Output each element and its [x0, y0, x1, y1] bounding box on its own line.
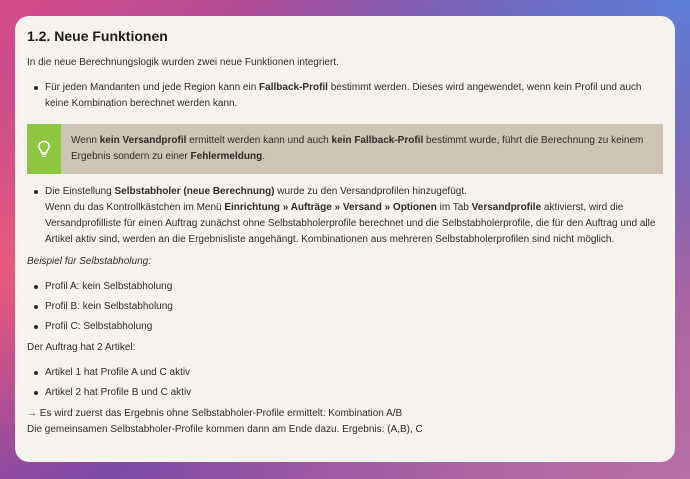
text: Für jeden Mandanten und jede Region kann ein: [45, 82, 260, 93]
profile-list: [27, 279, 663, 335]
text: Wenn: [71, 135, 100, 146]
text: Wenn du das Kontrollkästchen im Menü: [45, 202, 225, 213]
text: bestimmt werden. Dieses wird angewendet, wenn kein Profil und auch keine Kombination berechnet werden kann.: [45, 82, 642, 109]
profile-item: Profil C: Selbstabholung: [45, 319, 663, 335]
bold-text: Fehlermeldung: [190, 151, 263, 162]
note-text: [61, 124, 663, 174]
menu-path: Einrichtung » Aufträge » Versand » Optionen: [224, 202, 437, 213]
result-line-1: → Es wird zuerst das Ergebnis ohne Selbstabholer-Profile ermittelt: Kombination A/B: [27, 408, 403, 419]
bold-text: kein Versandprofil: [99, 135, 187, 146]
article-item: Artikel 2 hat Profile B und C aktiv: [45, 385, 663, 401]
section-heading: 1.2. Neue Funktionen: [27, 28, 168, 44]
example-label: Beispiel für Selbstabholung:: [27, 256, 151, 267]
intro-text: In die neue Berechnungslogik wurden zwei neue Funktionen integriert.: [27, 57, 339, 68]
article-list: [27, 365, 663, 401]
feature-list-2: [27, 184, 663, 248]
info-note: [27, 124, 663, 174]
fallback-profile-term: Fallback-Profil: [259, 82, 328, 93]
content-card: [15, 16, 675, 462]
text: .: [262, 151, 265, 162]
result-line-2: Die gemeinsamen Selbstabholer-Profile kommen dann am Ende dazu. Ergebnis: (A,B), C: [27, 424, 423, 435]
text: bestimmt wurde, führt die Berechnung zu keinem Ergebnis sondern zu einer: [71, 135, 644, 162]
text: im Tab: [436, 202, 472, 213]
text: aktivierst, wird die Versandprofilliste für einen Auftrag zunächst ohne Selbstabholerprofile berechnet und die Selbstabholerprofile, die für den Auftrag und alle Artikel aktiv sind, werden an die Ergebnisliste angehängt. Kombinationen aus mehreren Selbstabholerprofilen sind nicht möglich.: [45, 202, 656, 245]
profile-item: Profil A: kein Selbstabholung: [45, 279, 663, 295]
fallback-profile-item: [45, 80, 663, 112]
lightbulb-icon: [27, 124, 61, 174]
tab-name: Versandprofile: [471, 202, 542, 213]
bold-text: kein Fallback-Profil: [331, 135, 424, 146]
article-item: Artikel 1 hat Profile A und C aktiv: [45, 365, 663, 381]
feature-list-1: [27, 80, 663, 112]
text: Die Einstellung: [45, 186, 115, 197]
order-text: Der Auftrag hat 2 Artikel:: [27, 342, 136, 353]
text: ermittelt werden kann und auch: [186, 135, 332, 146]
selbstabholer-item: [45, 184, 663, 248]
text: wurde zu den Versandprofilen hinzugefügt.: [274, 186, 467, 197]
setting-name: Selbstabholer (neue Berechnung): [114, 186, 275, 197]
profile-item: Profil B: kein Selbstabholung: [45, 299, 663, 315]
